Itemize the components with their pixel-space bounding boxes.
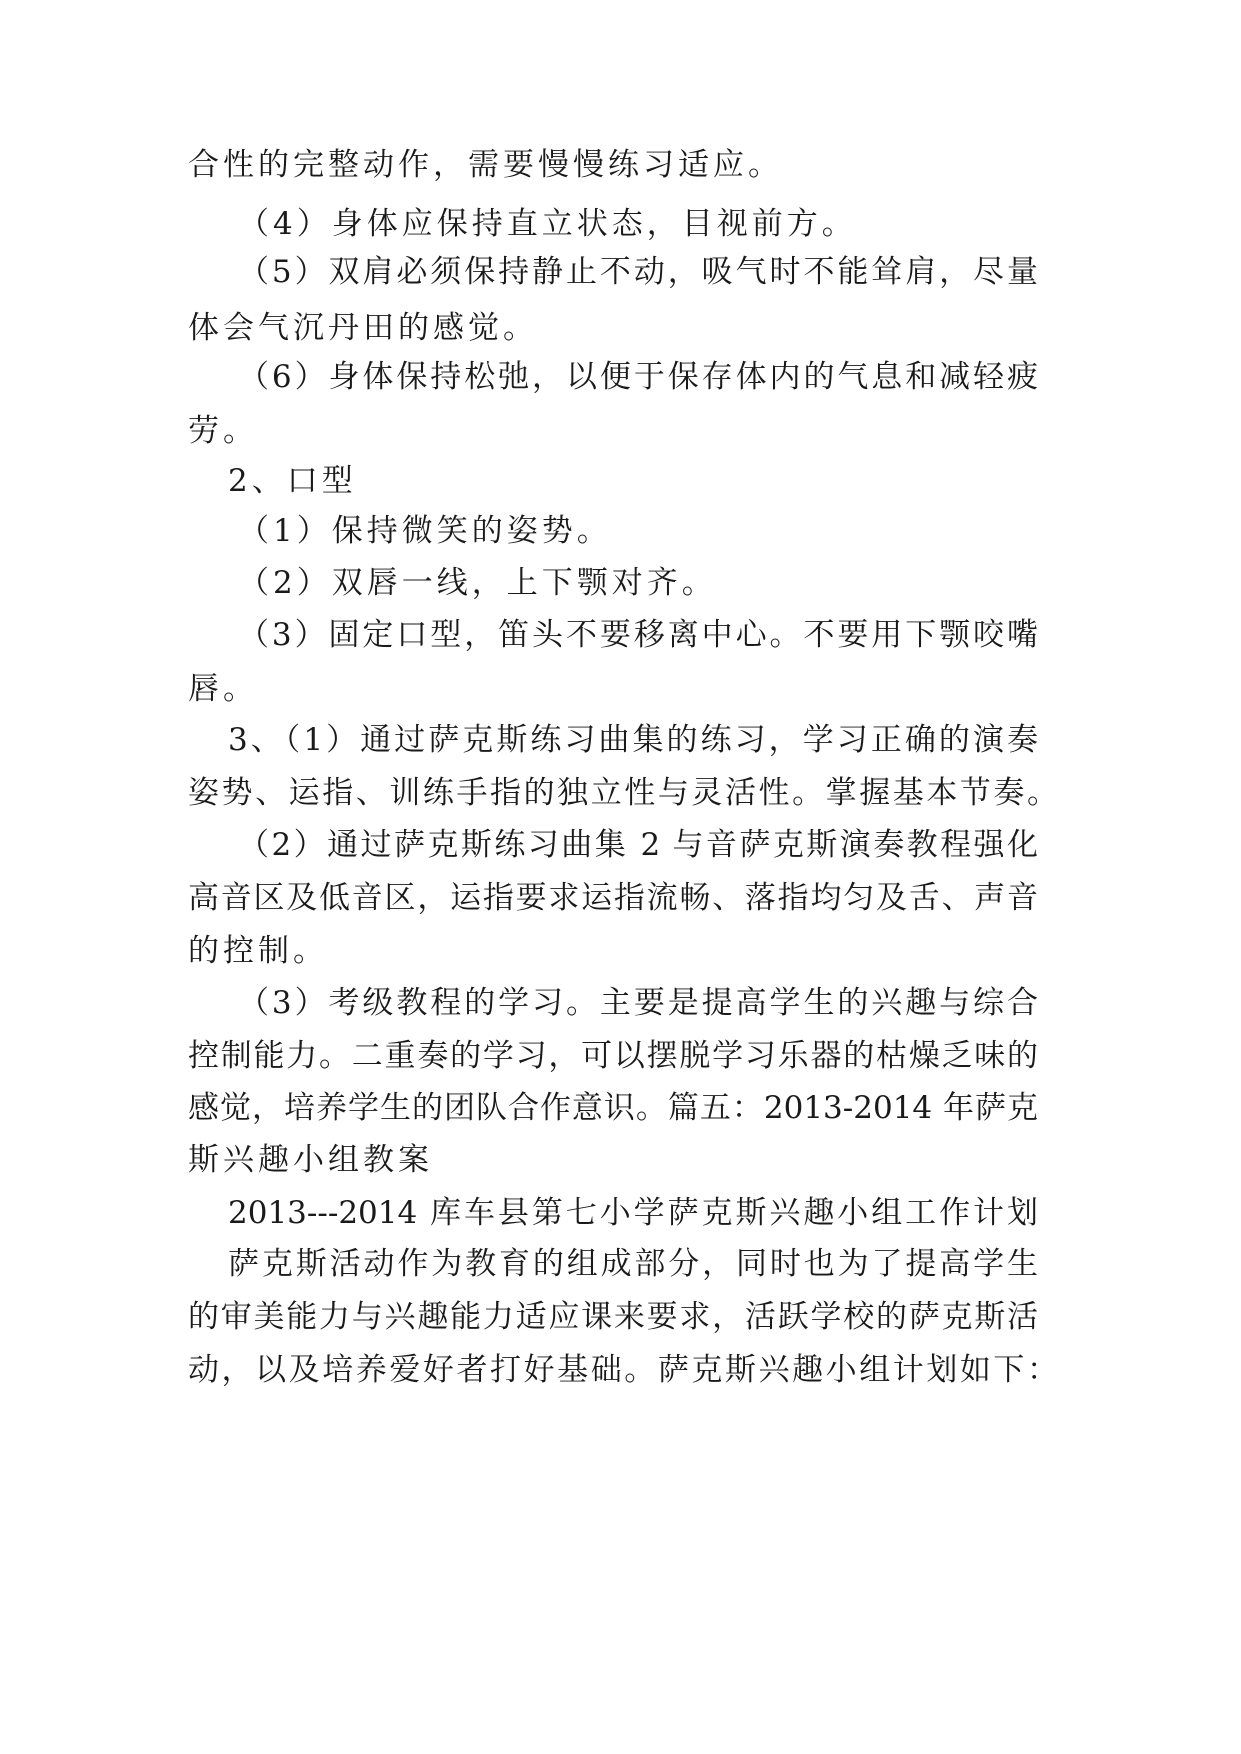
text-line: （3）固定口型，笛头不要移离中心。不要用下颚咬嘴 — [238, 617, 1038, 653]
text-line: 唇。 — [188, 671, 258, 707]
text-line: 控制能力。二重奏的学习，可以摆脱学习乐器的枯燥乏味的 — [188, 1038, 1038, 1074]
text-line: 体会气沉丹田的感觉。 — [188, 310, 538, 346]
text-line: 动，以及培养爱好者打好基础。萨克斯兴趣小组计划如下： — [188, 1352, 1058, 1388]
section-heading: 2、口型 — [228, 463, 357, 499]
text-line: （6）身体保持松弛，以便于保存体内的气息和减轻疲 — [238, 359, 1038, 395]
text-line: （5）双肩必须保持静止不动，吸气时不能耸肩，尽量 — [238, 254, 1038, 290]
text-line: （3）考级教程的学习。主要是提高学生的兴趣与综合 — [238, 985, 1038, 1021]
text-line: （2）双唇一线，上下颚对齐。 — [238, 565, 717, 601]
text-line: 的审美能力与兴趣能力适应课来要求，活跃学校的萨克斯活 — [188, 1299, 1038, 1335]
text-line: 高音区及低音区，运指要求运指流畅、落指均匀及舌、声音 — [188, 880, 1038, 916]
text-line: 的控制。 — [188, 933, 328, 969]
text-line: （1）保持微笑的姿势。 — [238, 513, 612, 549]
text-line: 斯兴趣小组教案 — [188, 1142, 433, 1178]
text-line: （4）身体应保持直立状态，目视前方。 — [238, 206, 857, 242]
text-line: 感觉，培养学生的团队合作意识。篇五：2013-2014 年萨克 — [188, 1090, 1038, 1126]
text-line: 3、（1）通过萨克斯练习曲集的练习，学习正确的演奏 — [228, 722, 1038, 758]
text-line: 萨克斯活动作为教育的组成部分，同时也为了提高学生 — [228, 1246, 1038, 1282]
text-line: 合性的完整动作，需要慢慢练习适应。 — [188, 147, 783, 183]
text-line: 姿势、运指、训练手指的独立性与灵活性。掌握基本节奏。 — [188, 775, 1058, 811]
text-line: （2）通过萨克斯练习曲集 2 与音萨克斯演奏教程强化 — [238, 827, 1038, 863]
text-line: 2013---2014 库车县第七小学萨克斯兴趣小组工作计划 — [228, 1195, 1038, 1231]
text-line: 劳。 — [188, 413, 258, 449]
